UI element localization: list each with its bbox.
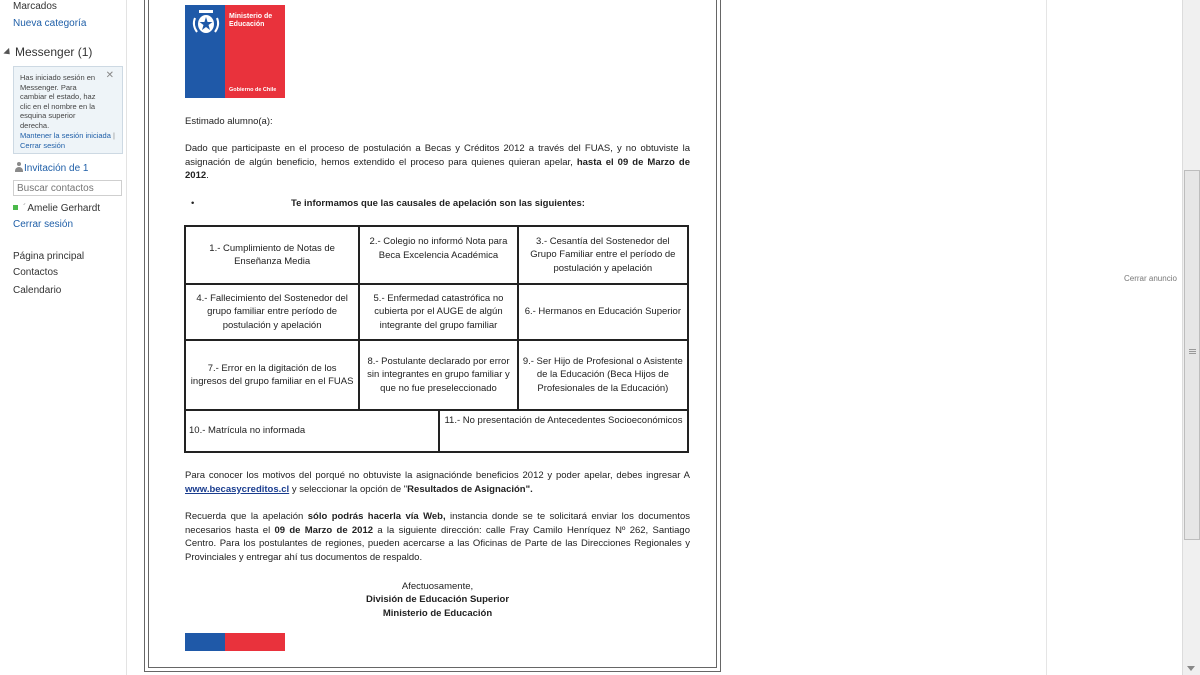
table-cell: 10.- Matrícula no informada (185, 410, 439, 452)
invitation-link[interactable] (15, 162, 89, 174)
intro-end: . (206, 170, 209, 181)
table-cell: 6.- Hermanos en Educación Superior (518, 284, 688, 340)
table-cell: 9.- Ser Hijo de Profesional o Asistente de la Educación (Beca Hijos de Profesionales de la Educación) (518, 340, 688, 410)
notice-signout-link[interactable]: Cerrar sesión (20, 140, 66, 150)
reminder-paragraph (185, 510, 690, 564)
notice-text: Has iniciado sesión en Messenger. Para cambiar el estado, haz clic en el nombre en la esquina superior derecha. (20, 73, 96, 130)
web-only-highlight: sólo podrás hacerla vía Web, (307, 511, 446, 522)
notice-links (20, 131, 116, 150)
new-category-link[interactable]: Nueva categoría (13, 18, 87, 29)
person-icon (15, 162, 23, 172)
date-highlight: 09 de Marzo de 2012 (274, 524, 374, 536)
footer-red-band (225, 633, 285, 651)
table-cell: 1.- Cumplimiento de Notas de Enseñanza Media (185, 226, 359, 284)
table-cell: 7.- Error en la digitación de los ingresos del grupo familiar en el FUAS (185, 340, 359, 410)
ministry-logo (185, 5, 285, 98)
scroll-down-icon[interactable] (1187, 666, 1195, 671)
close-ad-link[interactable]: Cerrar anuncio (1124, 274, 1177, 283)
intro-paragraph (185, 142, 690, 183)
table-cell: 8.- Postulante declarado por error sin integrantes en grupo familiar y que no fue preseleccionado (359, 340, 517, 410)
invitation-label: Invitación de 1 (24, 163, 89, 174)
signature-division: División de Educación Superior (365, 594, 510, 605)
nav-home[interactable]: Página principal (13, 251, 85, 262)
messenger-header[interactable] (4, 45, 92, 59)
reminder-text: Recuerda que la apelación (185, 511, 308, 522)
messenger-notice (13, 66, 123, 154)
table-cell: 11.- No presentación de Antecedentes Socioeconómicos (439, 410, 688, 452)
bullet-icon: • (191, 198, 195, 209)
contact-tick-icon: ´ (23, 203, 27, 214)
footer-blue-band (185, 633, 225, 651)
deadline-highlight: hasta el 09 de Marzo de 2012 (185, 156, 690, 181)
logo-government-text: Gobierno de Chile (229, 87, 277, 93)
nav-calendar[interactable]: Calendario (13, 285, 62, 296)
email-inner-frame (148, 0, 717, 668)
table-cell: 4.- Fallecimiento del Sostenedor del grupo familiar entre período de postulación y apelación (185, 284, 359, 340)
greeting: Estimado alumno(a): (185, 116, 273, 127)
keep-session-link[interactable]: Mantener la sesión iniciada (20, 131, 111, 140)
signature-ministry: Ministerio de Educación (382, 608, 493, 619)
instructions-paragraph (185, 469, 690, 496)
grip-icon (1189, 349, 1196, 350)
footer-flag-bar (185, 633, 285, 651)
contact-name: Amelie Gerhardt (27, 203, 101, 214)
sidebar-item-marcados[interactable]: Marcados (13, 1, 57, 12)
becas-link[interactable]: www.becasycreditos.cl (185, 483, 290, 495)
vertical-scrollbar[interactable] (1182, 0, 1200, 675)
link-separator: | (112, 131, 115, 140)
instructions-text-2: y seleccionar la opción de " (289, 483, 408, 495)
contact-item[interactable] (13, 203, 100, 214)
ad-divider (1046, 0, 1047, 675)
table-cell: 5.- Enfermedad catastrófica no cubierta por el AUGE de algún integrante del grupo familiar (359, 284, 517, 340)
table-cell: 2.- Colegio no informó Nota para Beca Excelencia Académica (359, 226, 517, 284)
intro-text: Dado que participaste en el proceso de postulación a Becas y Créditos 2012 a través del FUAS, y no obtuviste la asignación de algún beneficio, hemos extendido el proceso para quienes quieran apelar, (185, 143, 690, 168)
coat-of-arms-icon (189, 8, 223, 38)
causales-table (184, 225, 689, 453)
left-sidebar (0, 0, 127, 675)
contact-search-input[interactable] (13, 180, 122, 196)
closing: Afectuosamente, (401, 581, 474, 592)
causales-heading-text: Te informamos que las causales de apelación son las siguientes: (291, 198, 585, 209)
signout-link[interactable]: Cerrar sesión (13, 219, 74, 230)
messenger-title: Messenger (1) (15, 45, 93, 59)
logo-ministry-text: Ministerio de Educación (229, 13, 273, 28)
table-cell: 3.- Cesantía del Sostenedor del Grupo Familiar entre el período de postulación y apelación (518, 226, 688, 284)
instructions-text: Para conocer los motivos del porqué no obtuviste la asignaciónde beneficios 2012 y poder apelar, debes ingresar A (185, 470, 690, 481)
collapse-triangle-icon (3, 48, 12, 57)
close-icon[interactable]: ✕ (105, 70, 114, 81)
scrollbar-thumb[interactable] (1184, 170, 1200, 540)
email-frame (144, 0, 721, 672)
reminder-text-2: instancia donde se te solicitará enviar los documentos necesarios hasta el (185, 511, 690, 536)
reminder-text-3: a la siguiente dirección: calle Fray Camilo Henríquez Nº 262, Santiago Centro. Para los postulantes de regiones, pueden acercarse a las Oficinas de Parte de las Direcciones Regionales y Provinciales y entregar ahí tus documentos de respaldo. (185, 524, 691, 563)
results-option: Resultados de Asignación". (407, 483, 533, 495)
nav-contacts[interactable]: Contactos (13, 267, 59, 278)
online-status-icon (13, 205, 18, 210)
